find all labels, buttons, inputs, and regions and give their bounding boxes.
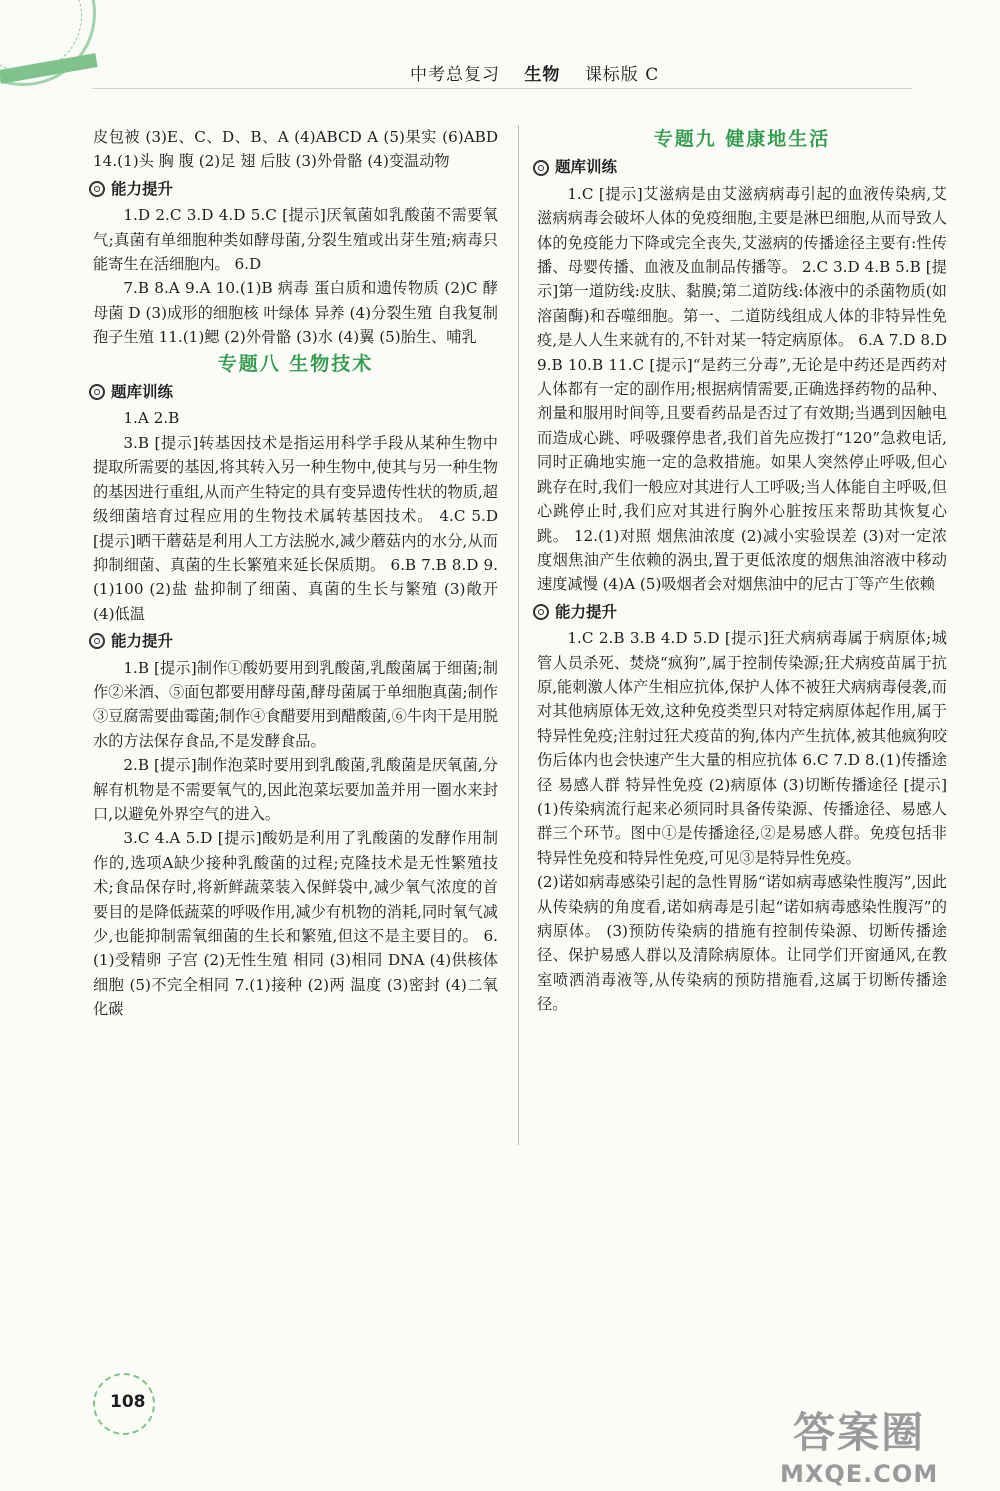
header-book: 中考总复习 xyxy=(410,65,500,85)
section-heading xyxy=(89,177,498,201)
section-bullet-icon xyxy=(89,181,105,197)
page-header xyxy=(410,60,677,85)
header-subject: 生物 xyxy=(524,65,561,85)
section-heading-text: 题库训练 xyxy=(111,383,174,402)
right-column xyxy=(537,125,947,1017)
answer-paragraph: 1.A 2.B xyxy=(123,409,180,428)
section-bullet-icon xyxy=(89,633,105,649)
section-bullet-icon xyxy=(533,160,549,176)
answer-paragraph: 1.C [提示]艾滋病是由艾滋病病毒引起的血液传染病,艾滋病病毒会破坏人体的免疫细胞,主要是淋巴细胞,从而导致人体的免疫能力下降或完全丧失,艾滋病的传播途径主要有:性传播、母婴传播、血液及血制品传播等。 2.C 3.D 4.B 5.B [提示]第一道防线:皮肤、黏膜;第二道防线:体液中的杀菌物质(如溶菌酶)和吞噬细胞。第一、二道防线组成人体的非特异性免疫,是人人生来就有的,不针对某一特定病原体。 6.A 7.D 8.D 9.B 10.B 11.C [提示]“是药三分毒”,无论是中药还是西药对人体都有一定的副作用;根据病情需要,正确选择药物的品种、剂量和服用时间等,且要看药品是否过了有效期;当遇到因触电而造成心跳、呼吸骤停患者,我们首先应拨打“120”急救电话,同时正确地实施一定的急救措施。如果人突然停止呼吸,但心跳存在时,我们一般应对其进行人工呼吸;当人体能自主呼吸,但心跳停止时,我们应对其进行胸外心脏按压来帮助其恢复心跳。 12.(1)对照 烟焦油浓度 (2)减小实验误差 (3)对一定浓度烟焦油产生依赖的涡虫,置于更低浓度的烟焦油溶液中移动速度减慢 (4)A (5)吸烟者会对烟焦油中的尼古丁等产生依赖 xyxy=(537,184,947,594)
page-number: 108 xyxy=(110,1392,146,1412)
answer-paragraph: 1.B [提示]制作①酸奶要用到乳酸菌,乳酸菌属于细菌;制作②米酒、⑤面包都要用酵母菌,酵母菌属于单细胞真菌;制作③豆腐需要曲霉菌;制作④食醋要用到醋酸菌,⑥牛肉干是用脱水的方法保存食品,不是发酵食品。 xyxy=(93,658,498,750)
answer-paragraph: 2.B [提示]制作泡菜时要用到乳酸菌,乳酸菌是厌氧菌,分解有机物是不需要氧气的,因此泡菜坛要加盖并用一圈水来封口,以避免外界空气的进入。 xyxy=(93,756,498,823)
column-divider xyxy=(518,125,519,1145)
left-column xyxy=(93,125,498,1022)
section-heading-text: 能力提升 xyxy=(555,602,618,621)
header-rule xyxy=(92,88,912,89)
answer-paragraph: 皮包被 (3)E、C、D、B、A (4)ABCD A (5)果实 (6)ABD 14.(1)头 胸 腹 (2)足 翅 后肢 (3)外骨骼 (4)变温动物 xyxy=(93,128,498,171)
answer-paragraph: 1.D 2.C 3.D 4.D 5.C [提示]厌氧菌如乳酸菌不需要氧气;真菌有单细胞种类如酵母菌,分裂生殖或出芽生殖;病毒只能寄生在活细胞内。 6.D xyxy=(93,206,498,274)
answer-paragraph: 1.C 2.B 3.B 4.D 5.D [提示]狂犬病病毒属于病原体;城管人员杀死、焚烧“疯狗”,属于控制传染源;狂犬病疫苗属于抗原,能刺激人体产生相应抗体,保护人体不被狂犬病病毒侵袭,而对其他病原体无效,这种免疫类型只对特定病原体起作用,属于特异性免疫;注射过狂犬疫苗的狗,体内产生抗体,被其他疯狗咬伤后体内也会快速产生大量的相应抗体 6.C 7.D 8.(1)传播途径 易感人群 特异性免疫 (2)病原体 (3)切断传播途径 [提示](1)传染病流行起来必须同时具备传染源、传播途径、易感人群三个环节。图中①是传播途径,②是易感人群。免疫包括非特异性免疫和特异性免疫,可见③是特异性免疫。 xyxy=(537,629,947,867)
answer-paragraph: 3.B [提示]转基因技术是指运用科学手段从某种生物中提取所需要的基因,将其转入另一种生物中,使其与另一种生物的基因进行重组,从而产生特定的具有变异遗传性状的物质,超级细菌培育过程应用的生物技术属转基因技术。 4.C 5.D [提示]晒干蘑菇是利用人工方法脱水,减少蘑菇内的水分,从而抑制细菌、真菌的生长繁殖来延长保质期。 6.B 7.B 8.D 9.(1)100 (2)盐 盐抑制了细菌、真菌的生长与繁殖 (3)敞开 (4)低温 xyxy=(93,433,498,623)
header-edition: 课标版 C xyxy=(584,65,660,85)
answer-paragraph: 7.B 8.A 9.A 10.(1)B 病毒 蛋白质和遗传物质 (2)C 酵母菌 D (3)成形的细胞核 叶绿体 异养 (4)分裂生殖 自我复制 孢子生殖 11.(1)鳃 (2)外骨骼 (3)水 (4)翼 (5)胎生、哺乳 xyxy=(93,279,498,347)
topic-title: 专题八 生物技术 xyxy=(217,352,374,375)
section-heading xyxy=(89,380,498,404)
answer-paragraph: 3.C 4.A 5.D [提示]酸奶是利用了乳酸菌的发酵作用制作的,选项A缺少接种乳酸菌的过程;克隆技术是无性繁殖技术;食品保存时,将新鲜蔬菜装入保鲜袋中,减少氧气浓度的首要目的是降低蔬菜的呼吸作用,减少有机物的消耗,同时氧气减少,也能抑制需氧细菌的生长和繁殖,但这不是主要目的。 6.(1)受精卵 子宫 (2)无性生殖 相同 (3)相同 DNA (4)供核体细胞 (5)不完全相同 7.(1)接种 (2)两 温度 (3)密封 (4)二氧化碳 xyxy=(93,829,498,1019)
topic-title: 专题九 健康地生活 xyxy=(653,128,831,150)
watermark-url: MXQE.COM xyxy=(780,1460,939,1488)
watermark-logo: 答案圈 xyxy=(793,1408,926,1457)
watermark xyxy=(780,1400,938,1488)
section-bullet-icon xyxy=(533,604,549,620)
answer-paragraph: (2)诺如病毒感染引起的急性胃肠“诺如病毒感染性腹泻”,因此从传染病的角度看,诺如病毒是引起“诺如病毒感染性腹泻”的病原体。 (3)预防传染病的措施有控制传染源、切断传播途径、保护易感人群以及清除病原体。让同学们开窗通风,在教室喷洒消毒液等,从传染病的预防措施看,这属于切断传播途径。 xyxy=(537,873,947,1014)
section-heading-text: 能力提升 xyxy=(111,179,174,198)
section-heading xyxy=(533,155,947,179)
section-heading-text: 能力提升 xyxy=(111,632,174,651)
section-heading xyxy=(89,629,498,653)
section-heading-text: 题库训练 xyxy=(555,158,618,177)
section-heading xyxy=(533,600,947,624)
section-bullet-icon xyxy=(89,384,105,400)
